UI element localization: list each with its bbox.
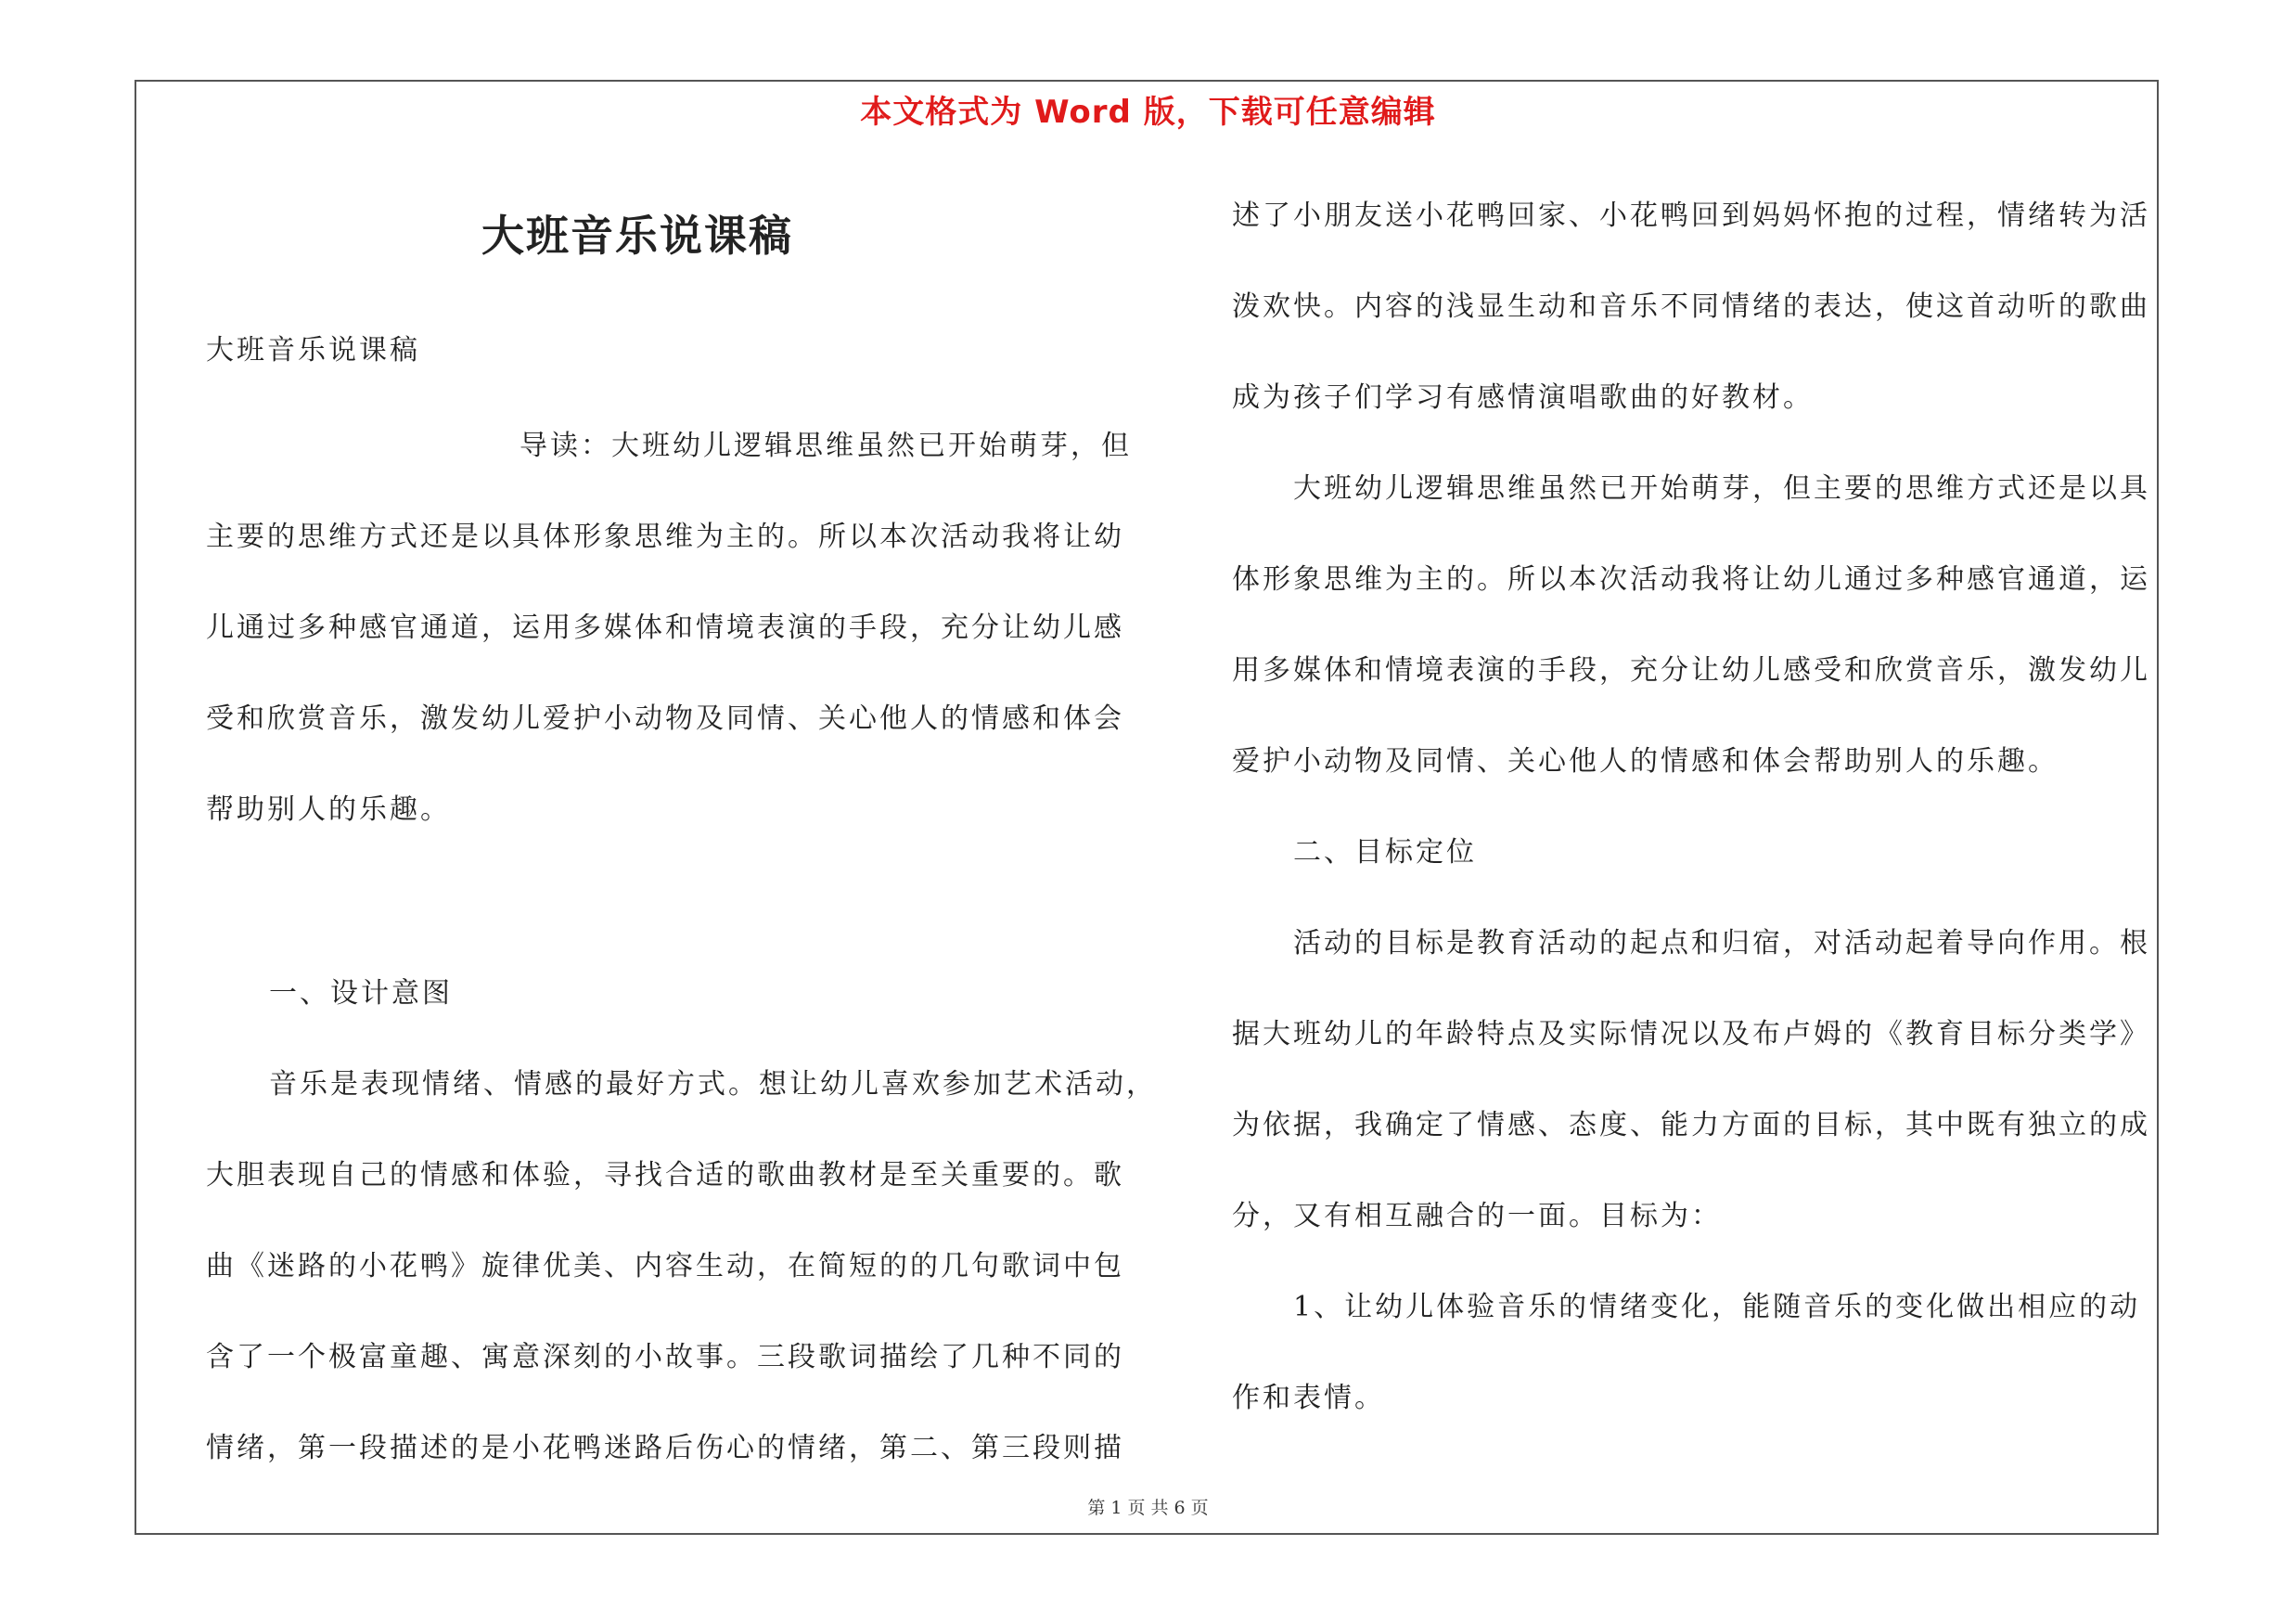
paragraph-line: 为依据，我确定了情感、态度、能力方面的目标，其中既有独立的成 <box>1232 1109 2150 1141</box>
paragraph-line: 音乐是表现情绪、情感的最好方式。想让幼儿喜欢参加艺术活动， <box>269 1068 1157 1101</box>
paragraph-line: 作和表情。 <box>1232 1382 1385 1414</box>
paragraph-line: 情绪，第一段描述的是小花鸭迷路后伤心的情绪，第二、第三段则描 <box>206 1432 1124 1464</box>
paragraph-line: 体形象思维为主的。所以本次活动我将让幼儿通过多种感官通道，运 <box>1232 563 2150 596</box>
paragraph-line: 分，又有相互融合的一面。目标为： <box>1232 1200 1722 1232</box>
paragraph-line: 导读：大班幼儿逻辑思维虽然已开始萌芽，但 <box>519 430 1132 462</box>
section-heading: 一、设计意图 <box>269 977 453 1010</box>
paragraph-line: 主要的思维方式还是以具体形象思维为主的。所以本次活动我将让幼 <box>206 521 1124 553</box>
word-format-banner: 本文格式为 Word 版，下载可任意编辑 <box>860 94 1436 131</box>
paragraph-line: 述了小朋友送小花鸭回家、小花鸭回到妈妈怀抱的过程，情绪转为活 <box>1232 200 2150 232</box>
paragraph-line: 帮助别人的乐趣。 <box>206 793 451 826</box>
paragraph-line: 泼欢快。内容的浅显生动和音乐不同情绪的表达，使这首动听的歌曲 <box>1232 290 2150 323</box>
subtitle-line: 大班音乐说课稿 <box>206 334 420 367</box>
paragraph-line: 含了一个极富童趣、寓意深刻的小故事。三段歌词描绘了几种不同的 <box>206 1341 1124 1373</box>
paragraph-line: 爱护小动物及同情、关心他人的情感和体会帮助别人的乐趣。 <box>1232 745 2059 778</box>
paragraph-line: 1、让幼儿体验音乐的情绪变化，能随音乐的变化做出相应的动 <box>1293 1291 2141 1323</box>
paragraph-line: 大胆表现自己的情感和体验，寻找合适的歌曲教材是至关重要的。歌 <box>206 1159 1124 1191</box>
document-title: 大班音乐说课稿 <box>481 211 793 261</box>
page-number-footer: 第 1 页 共 6 页 <box>1087 1498 1209 1518</box>
section-heading: 二、目标定位 <box>1293 836 1477 869</box>
paragraph-line: 曲《迷路的小花鸭》旋律优美、内容生动，在简短的的几句歌词中包 <box>206 1250 1124 1282</box>
paragraph-line: 据大班幼儿的年龄特点及实际情况以及布卢姆的《教育目标分类学》 <box>1232 1018 2150 1050</box>
paragraph-line: 用多媒体和情境表演的手段，充分让幼儿感受和欣赏音乐，激发幼儿 <box>1232 654 2150 687</box>
paragraph-line: 成为孩子们学习有感情演唱歌曲的好教材。 <box>1232 381 1814 414</box>
paragraph-line: 大班幼儿逻辑思维虽然已开始萌芽，但主要的思维方式还是以具 <box>1293 472 2150 505</box>
paragraph-line: 受和欣赏音乐，激发幼儿爱护小动物及同情、关心他人的情感和体会 <box>206 702 1124 735</box>
paragraph-line: 儿通过多种感官通道，运用多媒体和情境表演的手段，充分让幼儿感 <box>206 612 1124 644</box>
paragraph-line: 活动的目标是教育活动的起点和归宿，对活动起着导向作用。根 <box>1293 927 2150 960</box>
